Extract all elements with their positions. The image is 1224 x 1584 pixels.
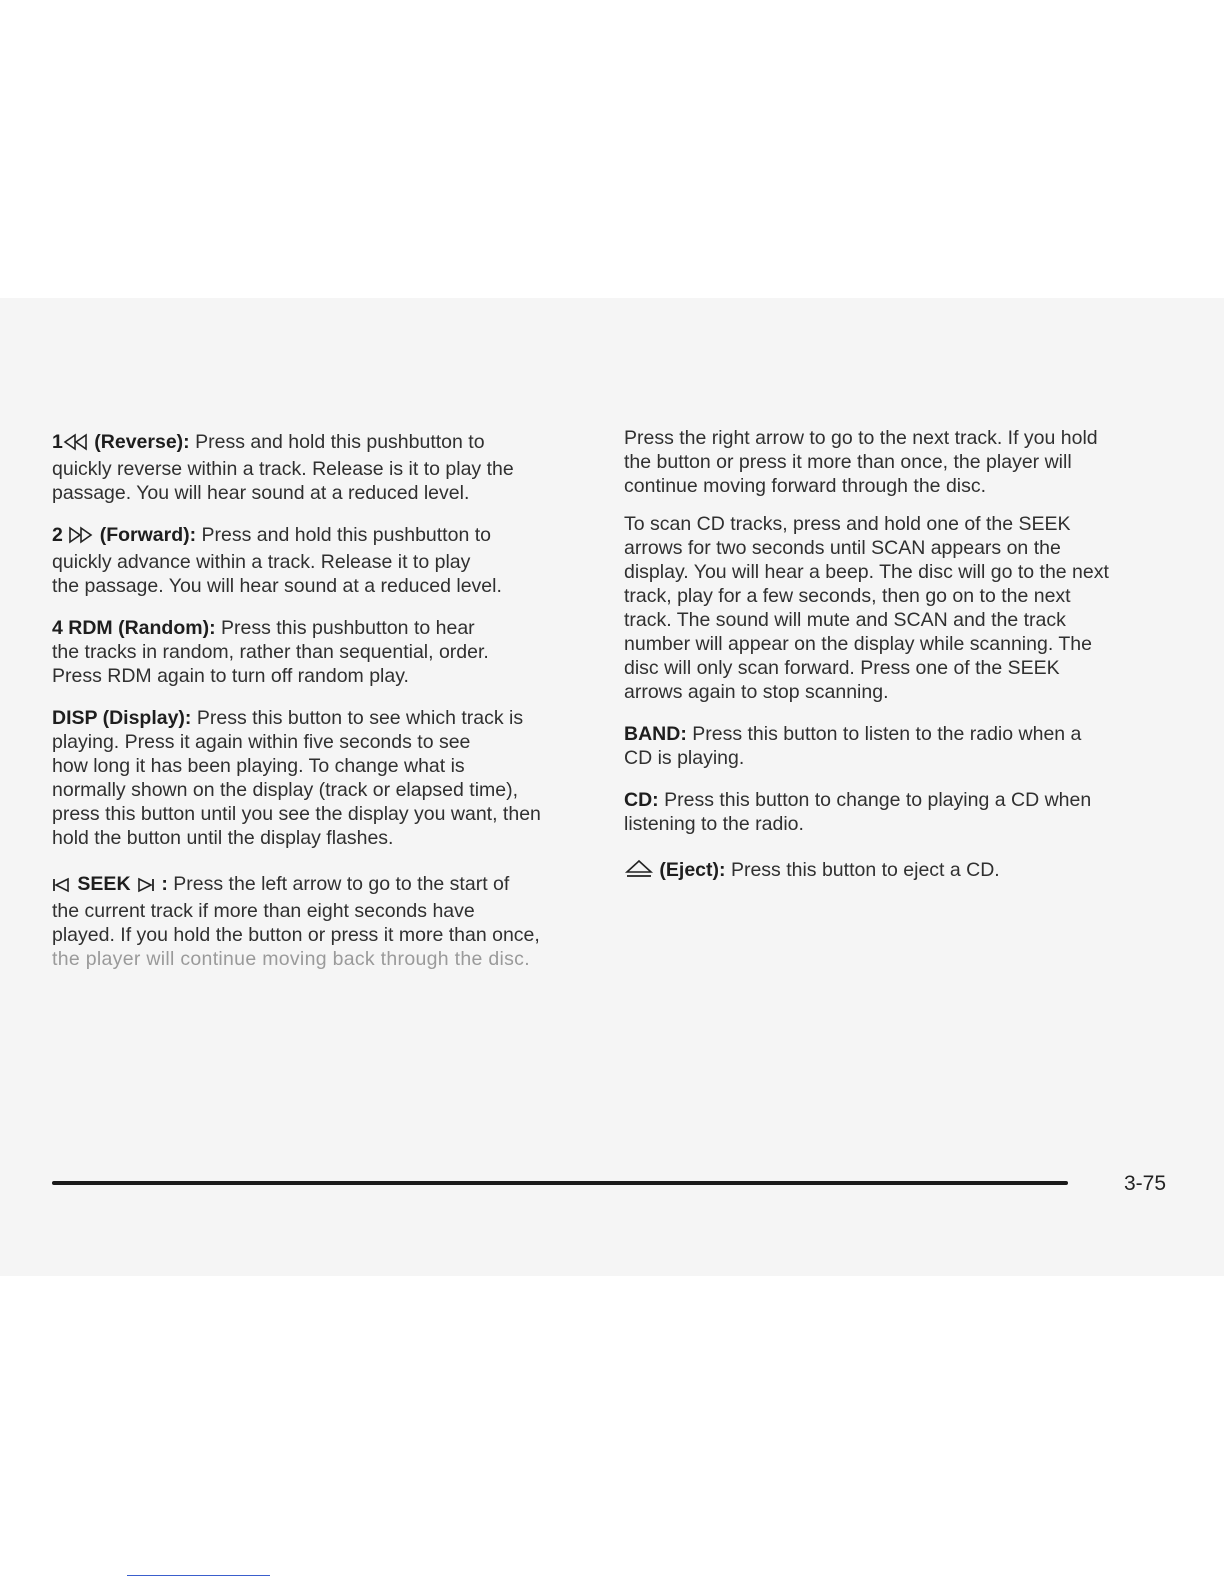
random-text-line3: Press RDM again to turn off random play. [52, 665, 409, 687]
forward-label: (Forward): [99, 524, 197, 546]
eject-text: Press this button to eject a CD. [730, 859, 1000, 881]
display-text-line2: playing. Press it again within five seconds to see [52, 731, 471, 753]
right-column [624, 426, 1172, 899]
band-text: Press this button to listen to the radio when a [692, 723, 1082, 745]
skip-back-icon [52, 875, 72, 899]
seek-text-line3: played. If you hold the button or press it more than once, [52, 924, 540, 946]
fast-forward-icon [68, 526, 94, 550]
reverse-paragraph [52, 430, 592, 505]
random-text: Press this pushbutton to hear [221, 617, 475, 639]
seek-colon: : [161, 873, 168, 895]
footer-rule [52, 1181, 1068, 1185]
reverse-text-line2: quickly reverse within a track. Release is it to play the [52, 458, 514, 480]
scan-line4: track, play for a few seconds, then go on to the next [624, 585, 1071, 607]
cd-text-line2: listening to the radio. [624, 813, 804, 835]
seek-text-line4: the player will continue moving back through the disc. [52, 948, 530, 970]
cd-paragraph [624, 788, 1172, 836]
display-text-line6: hold the button until the display flashes. [52, 827, 394, 849]
scan-line5: track. The sound will mute and SCAN and the track [624, 609, 1066, 631]
forward-text: Press and hold this pushbutton to [201, 524, 491, 546]
reverse-text: Press and hold this pushbutton to [195, 431, 485, 453]
seek-text: Press the left arrow to go to the start of [173, 873, 510, 895]
scan-paragraph [624, 512, 1172, 704]
forward-paragraph [52, 523, 592, 598]
eject-paragraph [624, 858, 1172, 885]
scan-line8: arrows again to stop scanning. [624, 681, 889, 703]
seek-text-line2: the current track if more than eight seconds have [52, 900, 475, 922]
random-paragraph [52, 616, 592, 688]
display-text-line5: press this button until you see the display you want, then [52, 803, 541, 825]
random-label: 4 RDM (Random): [52, 617, 216, 639]
eject-label: (Eject): [659, 859, 726, 881]
display-label: DISP (Display): [52, 707, 192, 729]
display-text-line3: how long it has been playing. To change what is [52, 755, 465, 777]
reverse-label: (Reverse): [94, 431, 190, 453]
cd-text: Press this button to change to playing a CD when [664, 789, 1092, 811]
band-text-line2: CD is playing. [624, 747, 745, 769]
reverse-number: 1 [52, 431, 63, 453]
eject-icon [624, 859, 654, 885]
band-label: BAND: [624, 723, 687, 745]
scan-line7: disc will only scan forward. Press one of the SEEK [624, 657, 1060, 679]
display-paragraph [52, 706, 592, 850]
reverse-text-line3: passage. You will hear sound at a reduced level. [52, 482, 470, 504]
rewind-icon [63, 433, 89, 457]
scan-line1: To scan CD tracks, press and hold one of the SEEK [624, 513, 1071, 535]
seek-continued-paragraph [624, 426, 1172, 498]
band-paragraph [624, 722, 1172, 770]
scan-line3: display. You will hear a beep. The disc will go to the next [624, 561, 1109, 583]
seek-paragraph [52, 872, 592, 971]
display-text-line4: normally shown on the display (track or elapsed time), [52, 779, 519, 801]
scan-line2: arrows for two seconds until SCAN appears on the [624, 537, 1061, 559]
seek-cont-line1: Press the right arrow to go to the next track. If you hold [624, 427, 1098, 449]
seek-label: SEEK [77, 873, 131, 895]
seek-cont-line2: the button or press it more than once, the player will [624, 451, 1072, 473]
random-text-line2: the tracks in random, rather than sequential, order. [52, 641, 489, 663]
footer-link-underline[interactable] [127, 1575, 270, 1576]
skip-forward-icon [136, 875, 156, 899]
page-number: 3-75 [1124, 1172, 1167, 1195]
left-column [52, 430, 592, 985]
seek-cont-line3: continue moving forward through the disc. [624, 475, 987, 497]
display-text: Press this button to see which track is [196, 707, 524, 729]
cd-label: CD: [624, 789, 659, 811]
scan-line6: number will appear on the display while scanning. The [624, 633, 1092, 655]
forward-text-line3: the passage. You will hear sound at a reduced level. [52, 575, 502, 597]
forward-text-line2: quickly advance within a track. Release it to play [52, 551, 471, 573]
forward-number: 2 [52, 524, 63, 546]
